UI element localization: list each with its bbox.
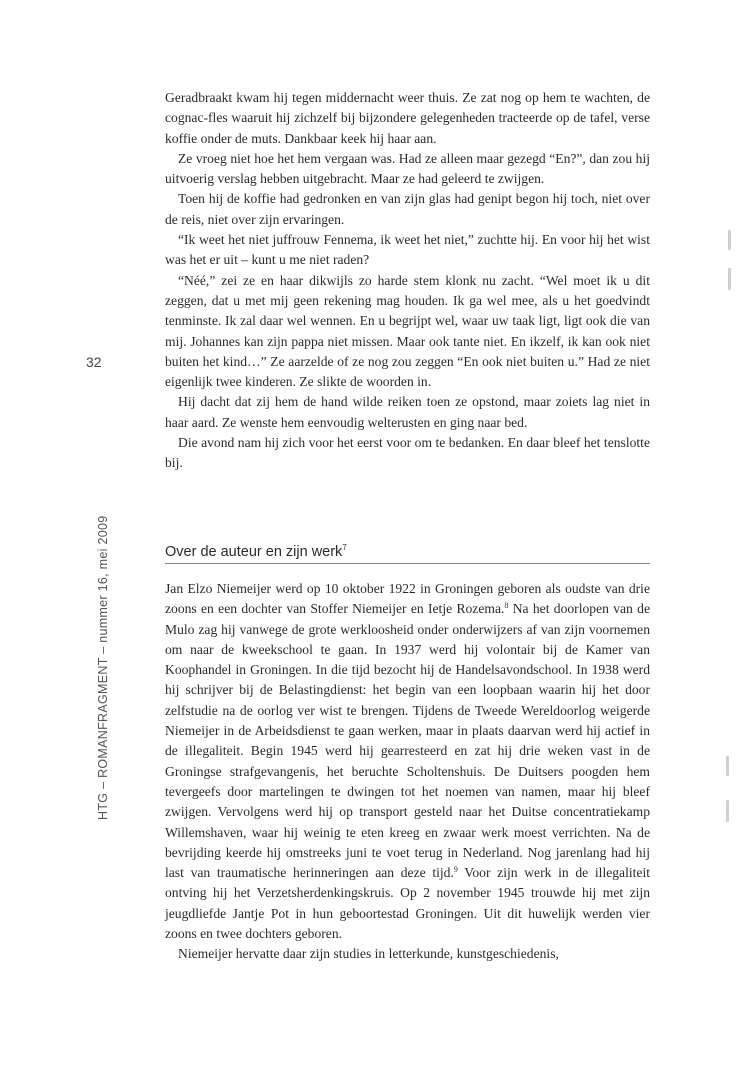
scan-mark bbox=[726, 800, 729, 822]
scan-mark bbox=[728, 230, 731, 250]
page-number: 32 bbox=[86, 354, 102, 370]
section-heading-text: Over de auteur en zijn werk bbox=[165, 544, 343, 560]
story-paragraph: Toen hij de koffie had gedronken en van zijn glas had genipt begon hij toch, niet over de reis, niet over zijn ervaringen. bbox=[165, 191, 650, 227]
story-paragraph: Geradbraakt kwam hij tegen middernacht weer thuis. Ze zat nog op hem te wachten, de cognac-fles waaruit hij zichzelf bij bijzondere gelegenheden tracteerde op de tafel, verse koffie onder de muts. Dankbaar keek hij haar aan. bbox=[165, 90, 650, 146]
story-paragraph: “Ik weet het niet juffrouw Fennema, ik weet het niet,” zuchtte hij. En voor hij het wist was het er uit – kunt u me niet raden? bbox=[165, 232, 650, 268]
scan-mark bbox=[728, 268, 731, 290]
bio-text-segment: Voor zijn werk in de illegaliteit ontving hij het Verzetsherdenkingskruis. Op 2 november 1945 trouwde hij met zijn jeugdliefde Jantje Pot in hun geboortestad Groningen. Uit dit huwelijk werden vier zoons en twee dochters geboren. bbox=[165, 865, 650, 942]
bio-paragraph: Niemeijer hervatte daar zijn studies in letterkunde, kunstgeschiedenis, bbox=[178, 946, 559, 962]
footnote-ref: 9 bbox=[453, 865, 458, 875]
bio-text bbox=[165, 579, 650, 965]
scan-mark bbox=[726, 756, 729, 776]
bio-paragraph bbox=[165, 579, 650, 944]
story-paragraph: Hij dacht dat zij hem de hand wilde reiken toen ze opstond, maar zoiets lag niet in haar aard. Ze wenste hem eenvoudig welterusten en ging naar bed. bbox=[165, 394, 650, 430]
section-heading bbox=[165, 543, 650, 564]
bio-text-segment: Na het doorlopen van de Mulo zag hij vanwege de grote werkloosheid onder onderwijzers af van zijn voornemen om naar de kweekschool te gaan. In 1937 werd hij volontair bij de Kamer van Koophandel in Groningen. In die tijd bezocht hij de Handelsavondschool. In 1938 werd hij schrijver bij de Belastingdienst: het begin van een loopbaan waarin hij het door zelfstudie na de oorlog ver wist te brengen. Tijdens de Tweede Wereldoorlog weigerde Niemeijer in de Arbeidsdienst te gaan werken, maar in plaats daarvan werd hij actief in de illegaliteit. Begin 1945 werd hij gearresteerd en zat hij drie weken vast in de Groningse strafgevangenis, het beruchte Scholtenshuis. De Duitsers poogden hem tevergeefs door martelingen te dwingen tot het noemen van namen, maar hij bleef zwijgen. Vervolgens werd hij op transport gesteld naar het Duitse concentratiekamp Willemshaven, waar hij weinig te eten kreeg en zwaar werk moest verrichten. Na de bevrijding keerde hij omstreeks juni te voet terug in Nederland. Nog jarenlang had hij last van traumatische herinneringen aan deze tijd. bbox=[165, 601, 650, 881]
running-head: HTG – ROMANFRAGMENT – nummer 16, mei 2009 bbox=[96, 515, 110, 820]
footnote-ref: 7 bbox=[342, 543, 347, 552]
story-text bbox=[165, 88, 650, 474]
story-paragraph: Ze vroeg niet hoe het hem vergaan was. Had ze alleen maar gezegd “En?”, dan zou hij uitvoerig verslag hebben uitgebracht. Maar ze had geleerd te zwijgen. bbox=[165, 150, 650, 187]
footnote-ref: 8 bbox=[504, 601, 509, 611]
story-paragraph: “Néé,” zei ze en haar dikwijls zo harde stem klonk nu zacht. “Wel moet ik u dit zeggen, dat u met mij geen rekening mag houden. Ik ga wel mee, als u het goedvindt tenminste. Ik zal daar wel wennen. En u begrijpt wel, waar uw taak ligt, ligt ook die van mij. Johannes kan zijn pappa niet missen. Maar ook tante niet. En ikzelf, ik kan ook niet buiten het kind…” Ze aarzelde of ze nog zou zeggen “En ook niet buiten u.” Had ze niet eigenlijk twee kinderen. Ze slikte de woorden in. bbox=[165, 272, 650, 390]
story-paragraph: Die avond nam hij zich voor het eerst voor om te bedanken. En daar bleef het tenslotte bij. bbox=[165, 435, 650, 471]
bio-text-segment: Jan Elzo Niemeijer werd op 10 oktober 1922 in Groningen geboren als oudste van drie zoons en een dochter van Stoffer Niemeijer en Ietje Rozema. bbox=[165, 581, 650, 617]
